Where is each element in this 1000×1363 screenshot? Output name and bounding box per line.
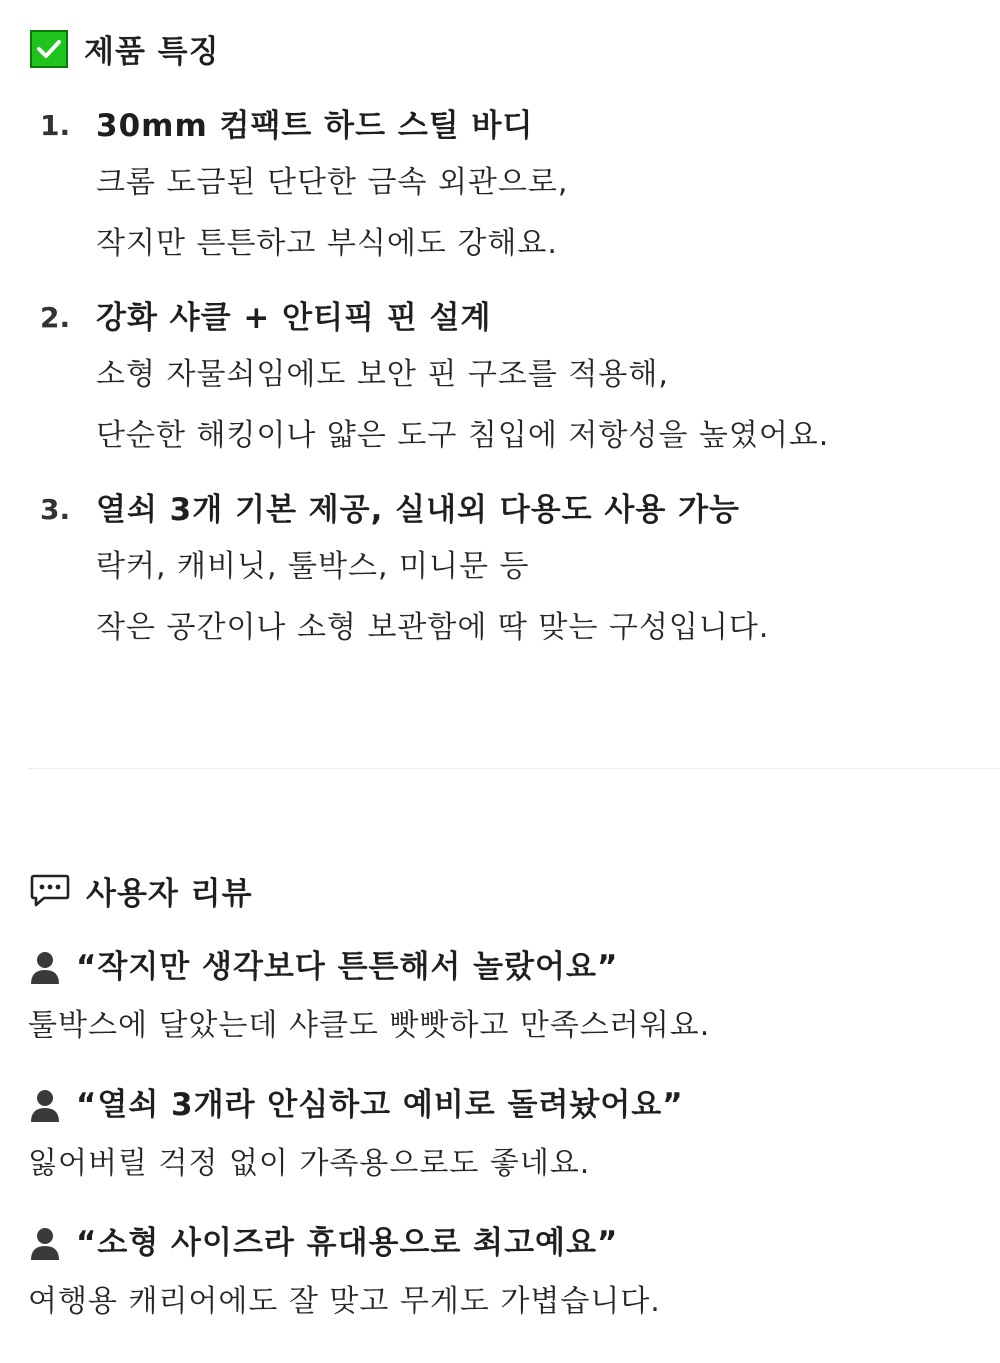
review-quote: “소형 사이즈라 휴대용으로 최고예요” bbox=[76, 1225, 619, 1261]
review-item-2 bbox=[28, 1076, 988, 1194]
review-item-3 bbox=[28, 1214, 988, 1332]
user-silhouette-icon bbox=[28, 1087, 62, 1123]
section-divider bbox=[28, 768, 1000, 769]
feature-number: 3. bbox=[40, 493, 71, 526]
feature-number: 1. bbox=[40, 109, 71, 142]
feature-item-3 bbox=[40, 484, 980, 658]
feature-heading: 열쇠 3개 기본 제공, 실내외 다용도 사용 가능 bbox=[96, 492, 740, 528]
feature-item-2 bbox=[40, 292, 980, 466]
feature-number: 2. bbox=[40, 301, 71, 334]
feature-line: 작은 공간이나 소형 보관함에 딱 맞는 구성입니다. bbox=[96, 610, 770, 645]
review-quote: “열쇠 3개라 안심하고 예비로 돌려놨어요” bbox=[76, 1087, 684, 1123]
feature-line: 락커, 캐비닛, 툴박스, 미니문 등 bbox=[96, 549, 530, 584]
review-item-1 bbox=[28, 938, 988, 1056]
feature-heading: 30mm 컴팩트 하드 스틸 바디 bbox=[96, 108, 534, 144]
user-silhouette-icon bbox=[28, 949, 62, 985]
review-quote: “작지만 생각보다 튼튼해서 놀랐어요” bbox=[76, 949, 619, 985]
feature-line: 소형 자물쇠임에도 보안 핀 구조를 적용해, bbox=[96, 357, 669, 392]
reviews-list bbox=[28, 938, 988, 1352]
feature-line: 작지만 튼튼하고 부식에도 강해요. bbox=[96, 226, 558, 261]
feature-item-1 bbox=[40, 100, 980, 274]
speech-bubble-icon bbox=[30, 873, 70, 909]
feature-line: 크롬 도금된 단단한 금속 외관으로, bbox=[96, 165, 569, 200]
feature-line: 단순한 해킹이나 얇은 도구 침입에 저항성을 높였어요. bbox=[96, 418, 830, 453]
features-heading bbox=[30, 26, 220, 71]
features-title: 제품 특징 bbox=[84, 34, 220, 70]
features-list bbox=[40, 100, 980, 676]
check-mark-icon bbox=[30, 30, 68, 68]
feature-heading: 강화 샤클 + 안티픽 핀 설계 bbox=[96, 300, 492, 336]
review-text: 여행용 캐리어에도 잘 맞고 무게도 가볍습니다. bbox=[28, 1284, 661, 1319]
user-silhouette-icon bbox=[28, 1225, 62, 1261]
reviews-heading bbox=[30, 868, 253, 913]
review-text: 잃어버릴 걱정 없이 가족용으로도 좋네요. bbox=[28, 1146, 591, 1181]
reviews-title: 사용자 리뷰 bbox=[86, 876, 253, 912]
review-text: 툴박스에 달았는데 샤클도 빳빳하고 만족스러워요. bbox=[28, 1008, 711, 1043]
